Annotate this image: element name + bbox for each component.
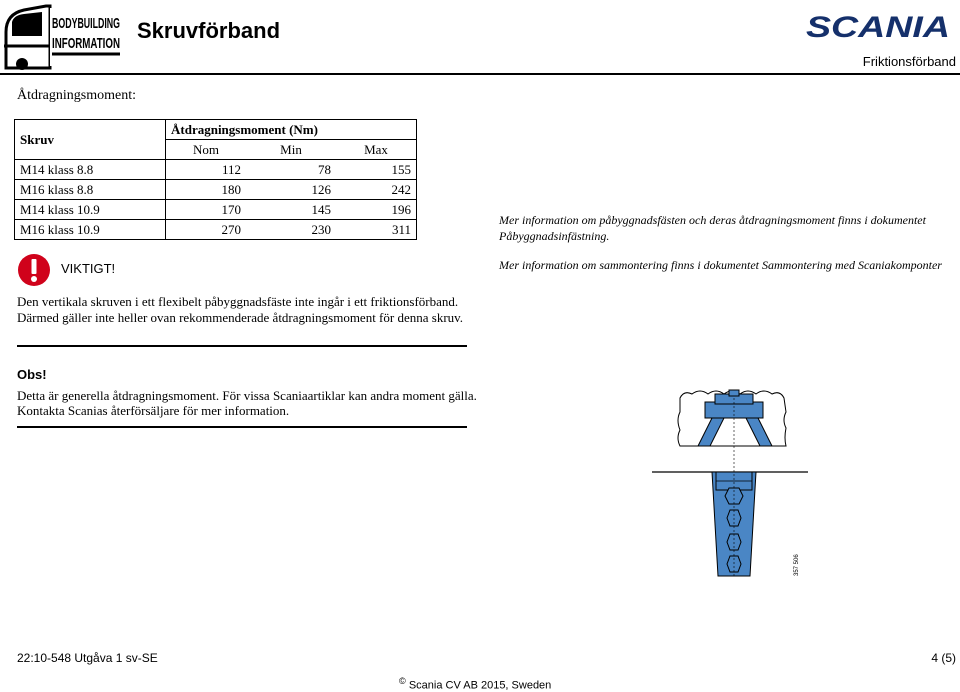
bolt-mounting-illustration bbox=[650, 380, 810, 580]
logo-line1: BODYBUILDING bbox=[52, 15, 120, 32]
header-divider bbox=[0, 73, 960, 75]
section-name: Friktionsförband bbox=[862, 54, 956, 69]
reference-note: Mer information om sammontering finns i dokumentet Sammontering med Scaniakomponter bbox=[499, 258, 942, 272]
max-cell: 196 bbox=[336, 200, 417, 220]
col-screw-header: Skruv bbox=[15, 120, 166, 160]
nom-cell: 270 bbox=[166, 220, 247, 240]
min-cell: 78 bbox=[246, 160, 336, 180]
torque-heading: Åtdragningsmoment: bbox=[17, 88, 136, 103]
brand-wordmark: SCANIA bbox=[806, 11, 950, 44]
obs-label: Obs! bbox=[17, 367, 47, 382]
min-cell: 126 bbox=[246, 180, 336, 200]
exclamation-icon bbox=[17, 253, 51, 287]
bodybuilding-information-logo bbox=[2, 2, 126, 72]
page-number: 4 (5) bbox=[931, 651, 956, 665]
warning-label: VIKTIGT! bbox=[61, 261, 116, 276]
copyright bbox=[399, 676, 551, 692]
scania-logo bbox=[806, 12, 952, 45]
nom-cell: 112 bbox=[166, 160, 247, 180]
divider bbox=[17, 345, 467, 347]
max-cell: 155 bbox=[336, 160, 417, 180]
col-min-header: Min bbox=[246, 140, 336, 160]
warning-text: Den vertikala skruven i ett flexibelt påbyggnadsfäste inte ingår i ett friktionsförband. Därmed gäller inte heller ovan rekommenderade åtdragningsmoment för denna skruv. bbox=[17, 294, 464, 325]
obs-text: Detta är generella åtdragningsmoment. För vissa Scaniaartiklar kan andra moment gälla. Kontakta Scanias återförsäljare för mer information. bbox=[17, 388, 477, 418]
table-row bbox=[15, 200, 417, 220]
table-row bbox=[15, 180, 417, 200]
min-cell: 145 bbox=[246, 200, 336, 220]
nom-cell: 170 bbox=[166, 200, 247, 220]
reference-note: Mer information om påbyggnadsfästen och deras åtdragningsmoment finns i dokumentet Påbyggnadsinfästning. bbox=[499, 213, 926, 243]
col-nom-header: Nom bbox=[166, 140, 247, 160]
screw-cell: M14 klass 8.8 bbox=[15, 160, 166, 180]
page-title: Skruvförband bbox=[137, 18, 281, 43]
col-group-header: Åtdragningsmoment (Nm) bbox=[166, 120, 417, 140]
nom-cell: 180 bbox=[166, 180, 247, 200]
document-id: 22:10-548 Utgåva 1 sv-SE bbox=[17, 651, 158, 665]
table-row bbox=[15, 160, 417, 180]
copyright-symbol: © bbox=[399, 676, 406, 686]
table-header-row bbox=[15, 120, 417, 140]
col-max-header: Max bbox=[336, 140, 417, 160]
torque-table bbox=[14, 119, 417, 240]
min-cell: 230 bbox=[246, 220, 336, 240]
table-row bbox=[15, 220, 417, 240]
logo-line2: INFORMATION bbox=[52, 35, 120, 52]
figure-code: 357 506 bbox=[794, 554, 800, 576]
max-cell: 242 bbox=[336, 180, 417, 200]
screw-cell: M16 klass 10.9 bbox=[15, 220, 166, 240]
screw-cell: M16 klass 8.8 bbox=[15, 180, 166, 200]
screw-cell: M14 klass 10.9 bbox=[15, 200, 166, 220]
max-cell: 311 bbox=[336, 220, 417, 240]
divider bbox=[17, 426, 467, 428]
copyright-text: Scania CV AB 2015, Sweden bbox=[408, 679, 552, 692]
